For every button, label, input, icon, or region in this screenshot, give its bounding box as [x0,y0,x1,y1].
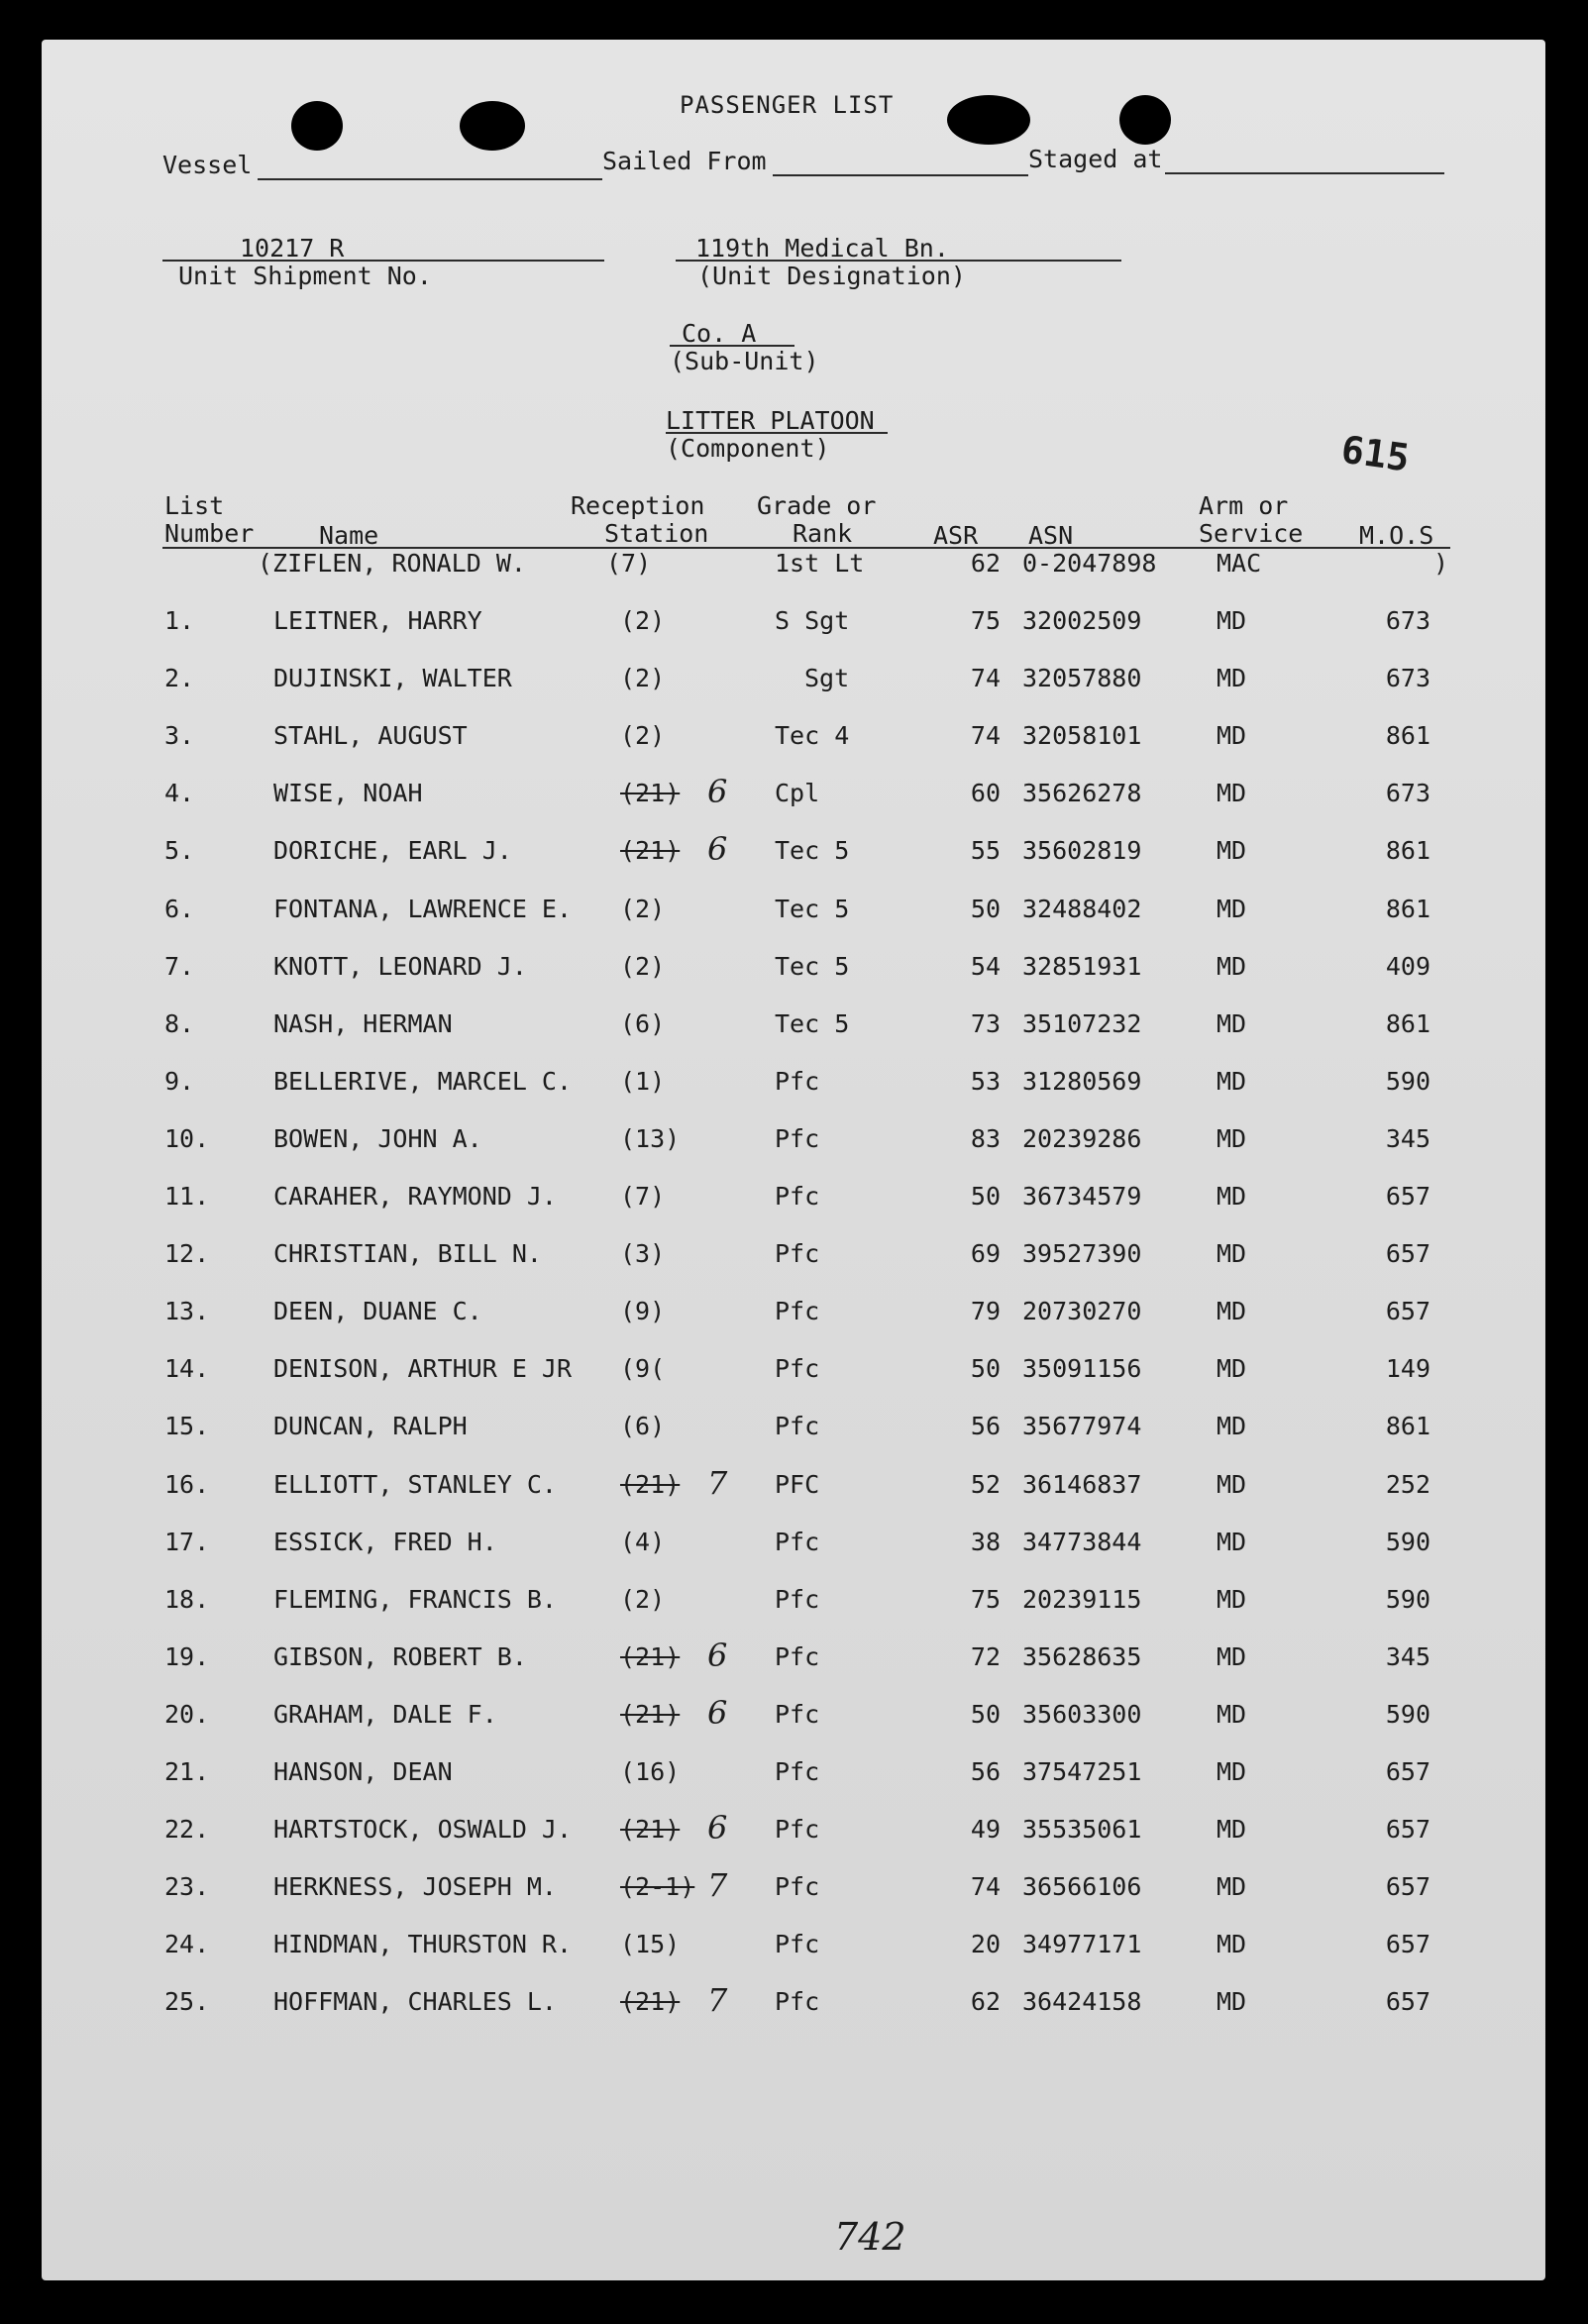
row-arm-service: MD [1217,664,1247,692]
row-grade: Sgt [804,664,850,692]
row-asn: 35628635 [1022,1642,1142,1671]
row-reception-station: (2-1) [620,1872,695,1901]
handwritten-station-correction: 6 [707,1637,728,1674]
row-arm-service: MD [1217,1987,1247,2016]
row-name: HOFFMAN, CHARLES L. [273,1987,557,2016]
row-name: HERKNESS, JOSEPH M. [273,1872,557,1901]
row-asn: 32058101 [1022,721,1142,750]
row-asn: 35091156 [1022,1354,1142,1383]
row-name: DENISON, ARTHUR E JR [273,1354,573,1383]
table-row [42,606,1545,646]
row-asr: 52 [970,1470,1001,1499]
table-row [42,1757,1545,1797]
row-arm-service: MD [1217,606,1247,635]
row-grade: Pfc [775,1987,820,2016]
row-name: HINDMAN, THURSTON R. [273,1930,573,1958]
table-row [42,1528,1545,1567]
row-arm-service: MD [1217,1700,1247,1729]
row-arm-service: MD [1217,1239,1247,1268]
row-asn: 35602819 [1022,836,1142,865]
row-reception-station: (2) [620,664,666,692]
row-asr: 74 [970,721,1001,750]
col-name: Name [319,521,379,550]
row-asr: 75 [970,606,1001,635]
table-row [42,1124,1545,1164]
row-grade: Pfc [775,1872,820,1901]
handwritten-station-correction: 6 [707,773,728,810]
table-row [42,1694,1545,1740]
row-arm-service: MD [1217,1412,1247,1440]
sub-unit-label: (Sub-Unit) [670,347,819,375]
row-asn: 36566106 [1022,1872,1142,1901]
row-list-number: 12. [164,1239,210,1268]
row-reception-station: (15) [620,1930,681,1958]
row-asn: 31280569 [1022,1067,1142,1096]
row-arm-service: MD [1217,1642,1247,1671]
row-arm-service: MD [1217,779,1247,807]
row-list-number: 14. [164,1354,210,1383]
row-reception-station: (2) [620,721,666,750]
row-reception-station: (21) [620,836,681,865]
row-reception-station: (2) [620,1585,666,1614]
row-asr: 50 [970,1182,1001,1211]
row-grade: Pfc [775,1700,820,1729]
col-mos: M.O.S [1359,521,1434,550]
row-asr: 54 [970,952,1001,981]
row-grade: Pfc [775,1815,820,1844]
sailed-from-label: Sailed From [602,147,767,175]
col-arm-2: Service [1199,519,1304,548]
row-grade: Pfc [775,1354,820,1383]
row-reception-station: (21) [620,1642,681,1671]
col-reception-1: Reception [571,491,705,520]
table-row [42,1866,1545,1912]
vessel-label: Vessel [162,151,253,179]
row-asn: 36424158 [1022,1987,1142,2016]
row-list-number: 6. [164,895,195,923]
table-row [42,895,1545,934]
officer-asr: 62 [970,549,1001,578]
row-list-number: 4. [164,779,195,807]
row-list-number: 18. [164,1585,210,1614]
row-name: NASH, HERMAN [273,1009,453,1038]
row-name: DUNCAN, RALPH [273,1412,468,1440]
row-asr: 53 [970,1067,1001,1096]
row-mos: 861 [1385,895,1430,923]
row-list-number: 16. [164,1470,210,1499]
table-row [42,1981,1545,2027]
row-arm-service: MD [1217,1067,1247,1096]
component-label: (Component) [666,434,830,463]
row-grade: Pfc [775,1182,820,1211]
row-asn: 39527390 [1022,1239,1142,1268]
row-reception-station: (2) [620,895,666,923]
row-grade: Tec 5 [775,895,850,923]
row-arm-service: MD [1217,1354,1247,1383]
row-asn: 32851931 [1022,952,1142,981]
row-list-number: 10. [164,1124,210,1153]
row-grade: Tec 5 [775,1009,850,1038]
row-mos: 657 [1385,1987,1430,2016]
row-name: BELLERIVE, MARCEL C. [273,1067,573,1096]
row-arm-service: MD [1217,952,1247,981]
table-row [42,1637,1545,1682]
row-asr: 50 [970,1354,1001,1383]
row-asn: 36734579 [1022,1182,1142,1211]
row-grade: Pfc [775,1124,820,1153]
row-asn: 32488402 [1022,895,1142,923]
table-row [42,773,1545,818]
handwritten-station-correction: 7 [707,1464,728,1502]
row-list-number: 25. [164,1987,210,2016]
row-list-number: 9. [164,1067,195,1096]
row-arm-service: MD [1217,1585,1247,1614]
row-arm-service: MD [1217,1297,1247,1325]
row-asr: 74 [970,1872,1001,1901]
row-name: HANSON, DEAN [273,1757,453,1786]
col-grade-1: Grade or [757,491,877,520]
row-asr: 56 [970,1757,1001,1786]
row-asr: 56 [970,1412,1001,1440]
row-arm-service: MD [1217,1124,1247,1153]
row-asn: 20239115 [1022,1585,1142,1614]
officer-name: (ZIFLEN, RONALD W. [258,549,526,578]
handwritten-page-number: 742 [834,2215,906,2259]
row-asr: 49 [970,1815,1001,1844]
handwritten-station-correction: 7 [707,1866,728,1904]
row-list-number: 13. [164,1297,210,1325]
row-mos: 657 [1385,1182,1430,1211]
row-mos: 657 [1385,1297,1430,1325]
table-row [42,1930,1545,1969]
row-grade: Pfc [775,1528,820,1556]
row-list-number: 24. [164,1930,210,1958]
row-list-number: 11. [164,1182,210,1211]
document-page [42,40,1545,2280]
row-name: GRAHAM, DALE F. [273,1700,497,1729]
row-mos: 657 [1385,1757,1430,1786]
row-asn: 20239286 [1022,1124,1142,1153]
punch-hole-left-1 [291,101,343,151]
row-list-number: 3. [164,721,195,750]
table-row [42,1809,1545,1854]
row-mos: 861 [1385,721,1430,750]
table-row [42,952,1545,992]
row-grade: Pfc [775,1930,820,1958]
row-asr: 38 [970,1528,1001,1556]
row-asr: 62 [970,1987,1001,2016]
table-row [42,1182,1545,1221]
row-mos: 861 [1385,1009,1430,1038]
col-asr: ASR [933,521,979,550]
row-name: CHRISTIAN, BILL N. [273,1239,542,1268]
col-asn: ASN [1028,521,1074,550]
row-name: DUJINSKI, WALTER [273,664,512,692]
staged-at-label: Staged at [1028,145,1163,173]
row-grade: Pfc [775,1239,820,1268]
row-mos: 590 [1385,1067,1430,1096]
table-row [42,721,1545,761]
row-list-number: 19. [164,1642,210,1671]
row-asr: 50 [970,1700,1001,1729]
row-asn: 35107232 [1022,1009,1142,1038]
officer-station: (7) [606,549,652,578]
row-name: CARAHER, RAYMOND J. [273,1182,557,1211]
row-asn: 35677974 [1022,1412,1142,1440]
row-mos: 861 [1385,836,1430,865]
row-reception-station: (2) [620,952,666,981]
punch-hole-right-2 [1119,95,1171,145]
row-name: DORICHE, EARL J. [273,836,512,865]
handwritten-station-correction: 7 [707,1981,728,2019]
table-row [42,830,1545,876]
row-arm-service: MD [1217,1009,1247,1038]
row-list-number: 23. [164,1872,210,1901]
unit-designation-label: (Unit Designation) [697,262,966,290]
row-reception-station: (13) [620,1124,681,1153]
table-row [42,1412,1545,1451]
officer-arm: MAC [1217,549,1262,578]
row-arm-service: MD [1217,1470,1247,1499]
row-reception-station: (7) [620,1182,666,1211]
row-list-number: 20. [164,1700,210,1729]
row-grade: Pfc [775,1585,820,1614]
staged-at-line [1165,172,1444,174]
row-mos: 345 [1385,1124,1430,1153]
row-arm-service: MD [1217,1182,1247,1211]
row-mos: 590 [1385,1585,1430,1614]
row-reception-station: (21) [620,1815,681,1844]
handwritten-station-correction: 6 [707,1809,728,1847]
row-asn: 32057880 [1022,664,1142,692]
row-mos: 252 [1385,1470,1430,1499]
row-asn: 34773844 [1022,1528,1142,1556]
row-asr: 79 [970,1297,1001,1325]
col-list-number-1: List [164,491,225,520]
row-list-number: 2. [164,664,195,692]
unit-designation: 119th Medical Bn. [695,234,949,263]
col-grade-2: Rank [793,519,853,548]
unit-shipment-label: Unit Shipment No. [178,262,432,290]
row-mos: 657 [1385,1239,1430,1268]
table-row [42,1067,1545,1107]
row-name: WISE, NOAH [273,779,423,807]
handwritten-station-correction: 6 [707,830,728,868]
row-grade: Pfc [775,1297,820,1325]
row-asn: 32002509 [1022,606,1142,635]
row-name: GIBSON, ROBERT B. [273,1642,527,1671]
handwritten-station-correction: 6 [707,1694,728,1732]
row-grade: Pfc [775,1757,820,1786]
officer-grade: 1st Lt [775,549,865,578]
row-reception-station: (9) [620,1297,666,1325]
page-stamp-number: 615 [1338,427,1413,480]
row-reception-station: (16) [620,1757,681,1786]
row-reception-station: (2) [620,606,666,635]
row-list-number: 22. [164,1815,210,1844]
sub-unit: Co. A [682,319,757,348]
row-asr: 74 [970,664,1001,692]
row-arm-service: MD [1217,1528,1247,1556]
row-mos: 657 [1385,1872,1430,1901]
table-row [42,1297,1545,1336]
row-grade: Pfc [775,1067,820,1096]
row-mos: 345 [1385,1642,1430,1671]
row-mos: 673 [1385,779,1430,807]
table-row [42,1464,1545,1510]
row-asr: 83 [970,1124,1001,1153]
row-asn: 36146837 [1022,1470,1142,1499]
vessel-line [258,178,602,180]
row-asn: 20730270 [1022,1297,1142,1325]
row-name: FONTANA, LAWRENCE E. [273,895,573,923]
row-asn: 35603300 [1022,1700,1142,1729]
row-reception-station: (6) [620,1009,666,1038]
row-list-number: 8. [164,1009,195,1038]
row-list-number: 17. [164,1528,210,1556]
officer-asn: 0-2047898 [1022,549,1157,578]
col-reception-2: Station [604,519,709,548]
col-list-number-2: Number [164,519,255,548]
row-reception-station: (4) [620,1528,666,1556]
row-mos: 861 [1385,1412,1430,1440]
row-asn: 35626278 [1022,779,1142,807]
row-reception-station: (9( [620,1354,666,1383]
row-asr: 20 [970,1930,1001,1958]
row-list-number: 1. [164,606,195,635]
row-list-number: 5. [164,836,195,865]
punch-hole-right-1 [947,95,1030,145]
row-asr: 69 [970,1239,1001,1268]
row-mos: 590 [1385,1528,1430,1556]
row-arm-service: MD [1217,1815,1247,1844]
document-title: PASSENGER LIST [680,91,895,119]
officer-mos: ) [1432,549,1448,578]
unit-shipment-no: 10217 R [240,234,345,263]
row-arm-service: MD [1217,895,1247,923]
row-reception-station: (1) [620,1067,666,1096]
row-grade: Tec 5 [775,836,850,865]
row-reception-station: (3) [620,1239,666,1268]
row-asr: 73 [970,1009,1001,1038]
row-name: LEITNER, HARRY [273,606,482,635]
row-asr: 72 [970,1642,1001,1671]
officer-row [42,549,1545,588]
row-mos: 149 [1385,1354,1430,1383]
row-reception-station: (6) [620,1412,666,1440]
row-arm-service: MD [1217,836,1247,865]
row-grade: Pfc [775,1642,820,1671]
row-grade: Tec 4 [775,721,850,750]
table-row [42,1239,1545,1279]
row-asn: 37547251 [1022,1757,1142,1786]
row-arm-service: MD [1217,721,1247,750]
row-name: ESSICK, FRED H. [273,1528,497,1556]
row-name: KNOTT, LEONARD J. [273,952,527,981]
col-arm-1: Arm or [1199,491,1289,520]
row-asr: 55 [970,836,1001,865]
row-asr: 60 [970,779,1001,807]
table-row [42,664,1545,703]
row-reception-station: (21) [620,1987,681,2016]
row-grade: S Sgt [775,606,850,635]
row-asr: 50 [970,895,1001,923]
row-reception-station: (21) [620,1470,681,1499]
row-grade: PFC [775,1470,820,1499]
row-arm-service: MD [1217,1930,1247,1958]
row-mos: 657 [1385,1815,1430,1844]
row-asn: 34977171 [1022,1930,1142,1958]
row-name: BOWEN, JOHN A. [273,1124,482,1153]
row-name: STAHL, AUGUST [273,721,468,750]
row-asr: 75 [970,1585,1001,1614]
row-list-number: 15. [164,1412,210,1440]
component: LITTER PLATOON [666,406,875,435]
row-mos: 409 [1385,952,1430,981]
row-reception-station: (21) [620,1700,681,1729]
table-row [42,1585,1545,1625]
row-grade: Tec 5 [775,952,850,981]
row-arm-service: MD [1217,1872,1247,1901]
row-grade: Cpl [775,779,820,807]
table-row [42,1009,1545,1049]
row-arm-service: MD [1217,1757,1247,1786]
row-mos: 673 [1385,664,1430,692]
row-asn: 35535061 [1022,1815,1142,1844]
punch-hole-left-2 [460,101,525,151]
row-mos: 657 [1385,1930,1430,1958]
row-reception-station: (21) [620,779,681,807]
row-mos: 673 [1385,606,1430,635]
row-mos: 590 [1385,1700,1430,1729]
table-row [42,1354,1545,1394]
sailed-from-line [773,174,1028,176]
row-name: FLEMING, FRANCIS B. [273,1585,557,1614]
row-list-number: 21. [164,1757,210,1786]
row-name: DEEN, DUANE C. [273,1297,482,1325]
row-name: HARTSTOCK, OSWALD J. [273,1815,573,1844]
row-list-number: 7. [164,952,195,981]
row-name: ELLIOTT, STANLEY C. [273,1470,557,1499]
row-grade: Pfc [775,1412,820,1440]
